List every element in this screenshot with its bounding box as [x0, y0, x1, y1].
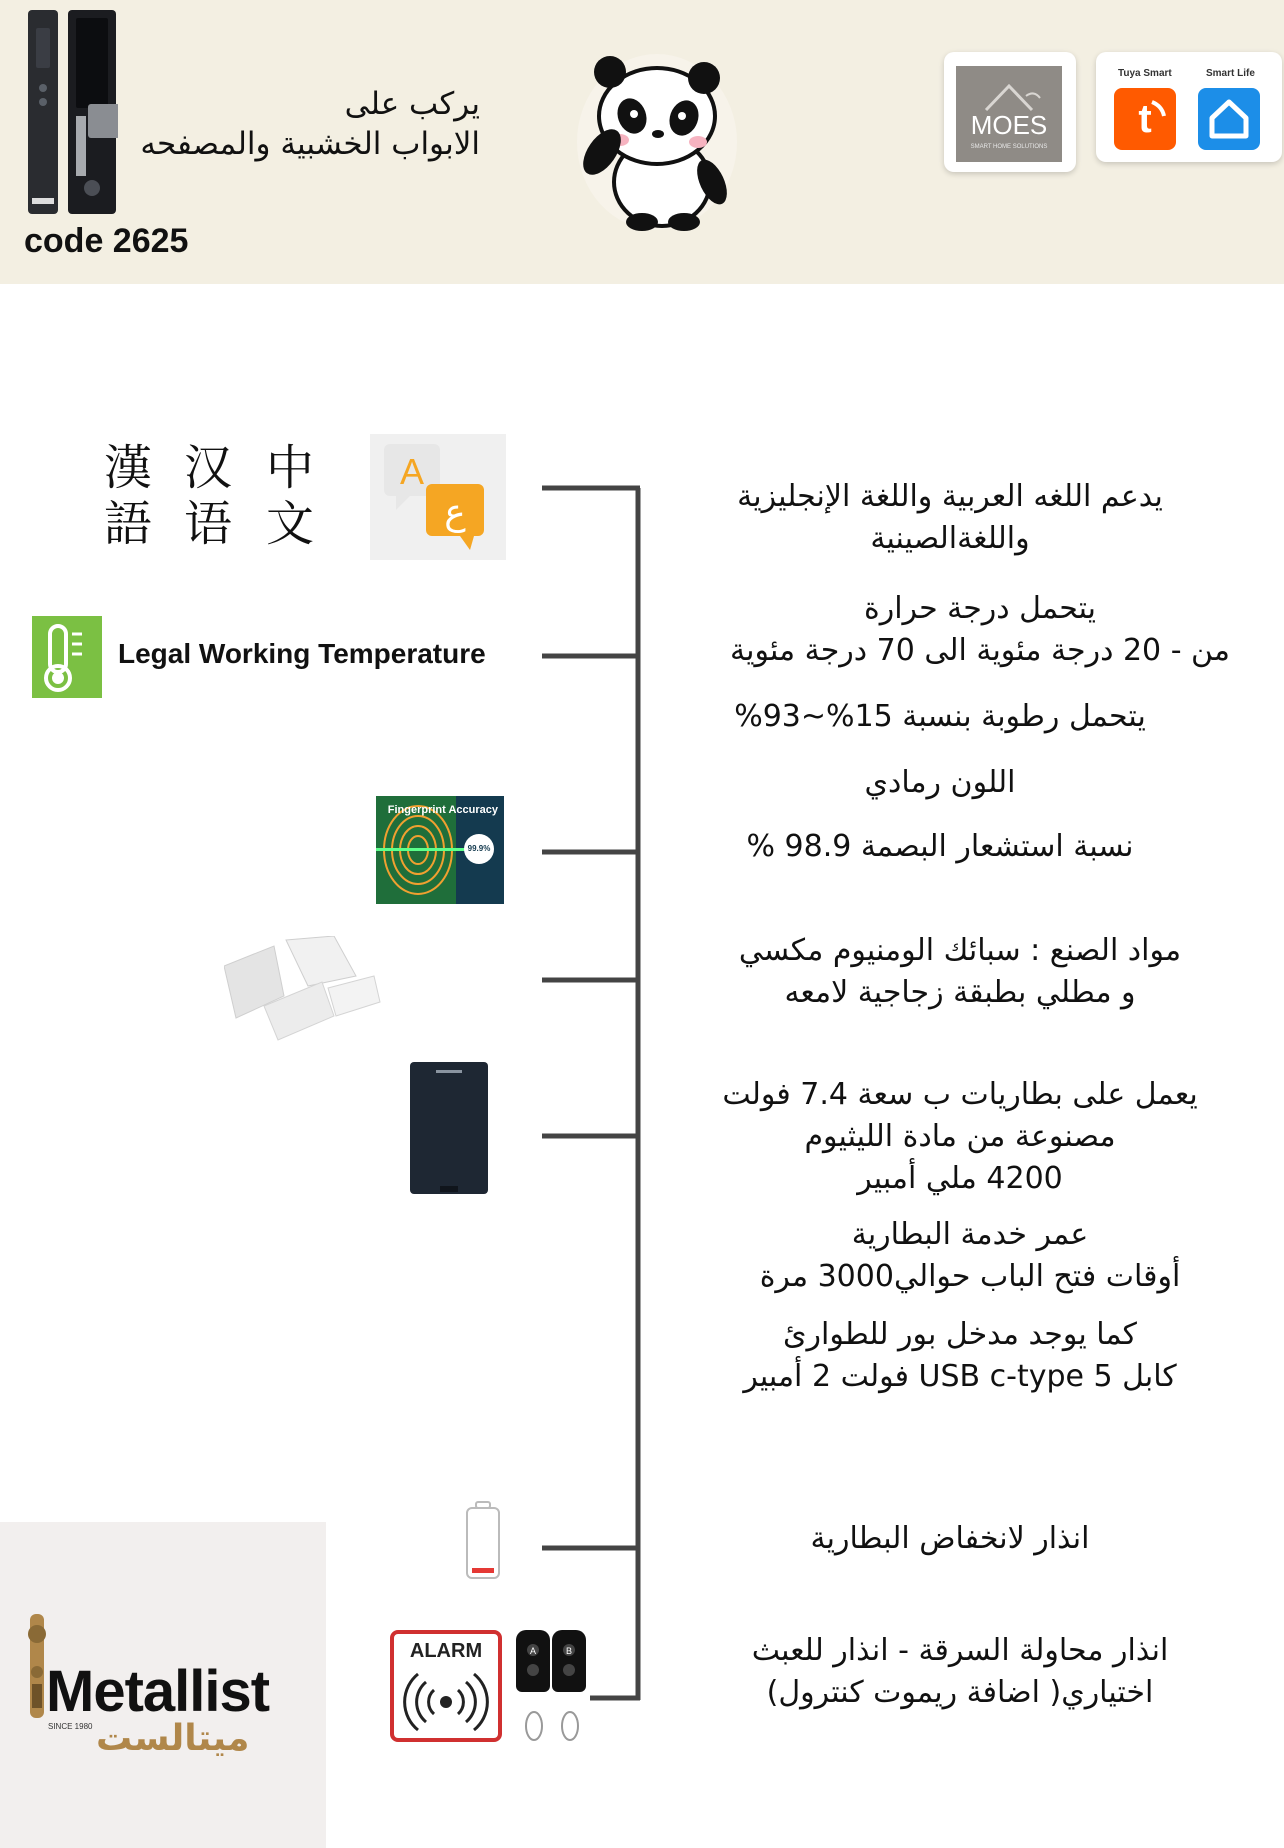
feature-line: مواد الصنع : سبائك الومنيوم مكسي	[738, 933, 1182, 968]
smart-life-label: Smart Life	[1206, 68, 1255, 79]
key-ring-icon	[520, 1690, 590, 1750]
alarm-waves-icon	[394, 1666, 498, 1736]
tuya-label: Tuya Smart	[1118, 68, 1172, 79]
lang-letter-ain: ع	[444, 492, 466, 533]
feature-line: عمر خدمة البطارية	[851, 1217, 1089, 1252]
alarm-sign	[390, 1630, 502, 1742]
moes-logo-text: MOES	[970, 110, 1048, 140]
remote-control-a	[516, 1630, 550, 1692]
mount-line-2: الابواب الخشبية والمصفحه	[140, 126, 480, 162]
remote-b-button: B	[565, 1646, 573, 1656]
low-battery-icon	[464, 1500, 502, 1580]
feature-line: من - 20 درجة مئوية الى 70 درجة مئوية	[730, 633, 1230, 668]
feature-low-battery-alarm	[640, 1518, 1260, 1560]
feature-line: كابل USB c-type 5 فولت 2 أمبير	[743, 1359, 1177, 1394]
cjk-chinese: 中文	[265, 440, 314, 552]
feature-emergency-power	[650, 1314, 1270, 1398]
feature-line: أوقات فتح الباب حوالي3000 مرة	[759, 1259, 1181, 1294]
feature-languages	[640, 476, 1260, 560]
cjk-simplified: 汉语	[183, 440, 232, 552]
feature-humidity	[630, 696, 1250, 738]
feature-line: اختياري( اضافة ريموت كنترول)	[766, 1675, 1154, 1710]
lithium-battery-image	[410, 1062, 488, 1194]
aluminum-profile-image	[224, 936, 384, 1046]
svg-text:t: t	[1138, 97, 1152, 141]
lang-letter-a: A	[399, 451, 425, 492]
metallist-arabic: ميتالست	[96, 1718, 250, 1759]
fingerprint-badge: 99.9%	[464, 834, 494, 864]
fingerprint-title: Fingerprint Accuracy	[387, 804, 498, 816]
feature-line: يعمل على بطاريات ب سعة 7.4 فولت	[722, 1077, 1198, 1112]
product-code: code 2625	[24, 222, 189, 260]
feature-fingerprint	[630, 826, 1250, 868]
feature-line: 4200 ملي أمبير	[857, 1161, 1063, 1196]
metallist-since: SINCE 1980	[48, 1722, 93, 1731]
feature-line: واللغةالصينية	[870, 521, 1030, 556]
remote-control-b	[552, 1630, 586, 1692]
thermometer-icon	[32, 616, 102, 698]
feature-line: نسبة استشعار البصمة 98.9 %	[746, 829, 1134, 864]
feature-line: يتحمل رطوبة بنسبة 15%~93%	[734, 699, 1146, 734]
feature-line: كما يوجد مدخل بور للطوارئ	[783, 1317, 1137, 1352]
feature-line: و مطلي بطبقة زجاجية لامعه	[784, 975, 1136, 1010]
feature-line: اللون رمادي	[864, 765, 1016, 800]
alarm-label: ALARM	[409, 1640, 483, 1662]
feature-line: يتحمل درجة حرارة	[863, 591, 1097, 626]
temperature-label: Legal Working Temperature	[118, 638, 486, 669]
fingerprint-accuracy-image	[376, 796, 504, 904]
language-icon	[370, 434, 506, 560]
feature-battery	[650, 1074, 1270, 1200]
metallist-logo-text: Metallist	[46, 1659, 270, 1724]
feature-materials	[650, 930, 1270, 1014]
feature-line: انذار لانخفاض البطارية	[810, 1521, 1090, 1556]
feature-temperature	[670, 588, 1284, 672]
feature-tamper-alarm	[650, 1630, 1270, 1714]
feature-line: مصنوعة من مادة الليثيوم	[804, 1119, 1116, 1154]
remote-a-button: A	[529, 1646, 537, 1656]
mount-line-1: يركب على	[344, 86, 480, 122]
feature-line: انذار محاولة السرقة - انذار للعبث	[751, 1633, 1169, 1668]
feature-line: يدعم اللغه العربية واللغة الإنجليزية	[737, 479, 1163, 514]
feature-battery-life	[660, 1214, 1280, 1298]
cjk-traditional: 漢語	[103, 440, 152, 552]
moes-logo-subtext: SMART HOME SOLUTIONS	[970, 144, 1048, 150]
feature-color	[630, 762, 1250, 804]
